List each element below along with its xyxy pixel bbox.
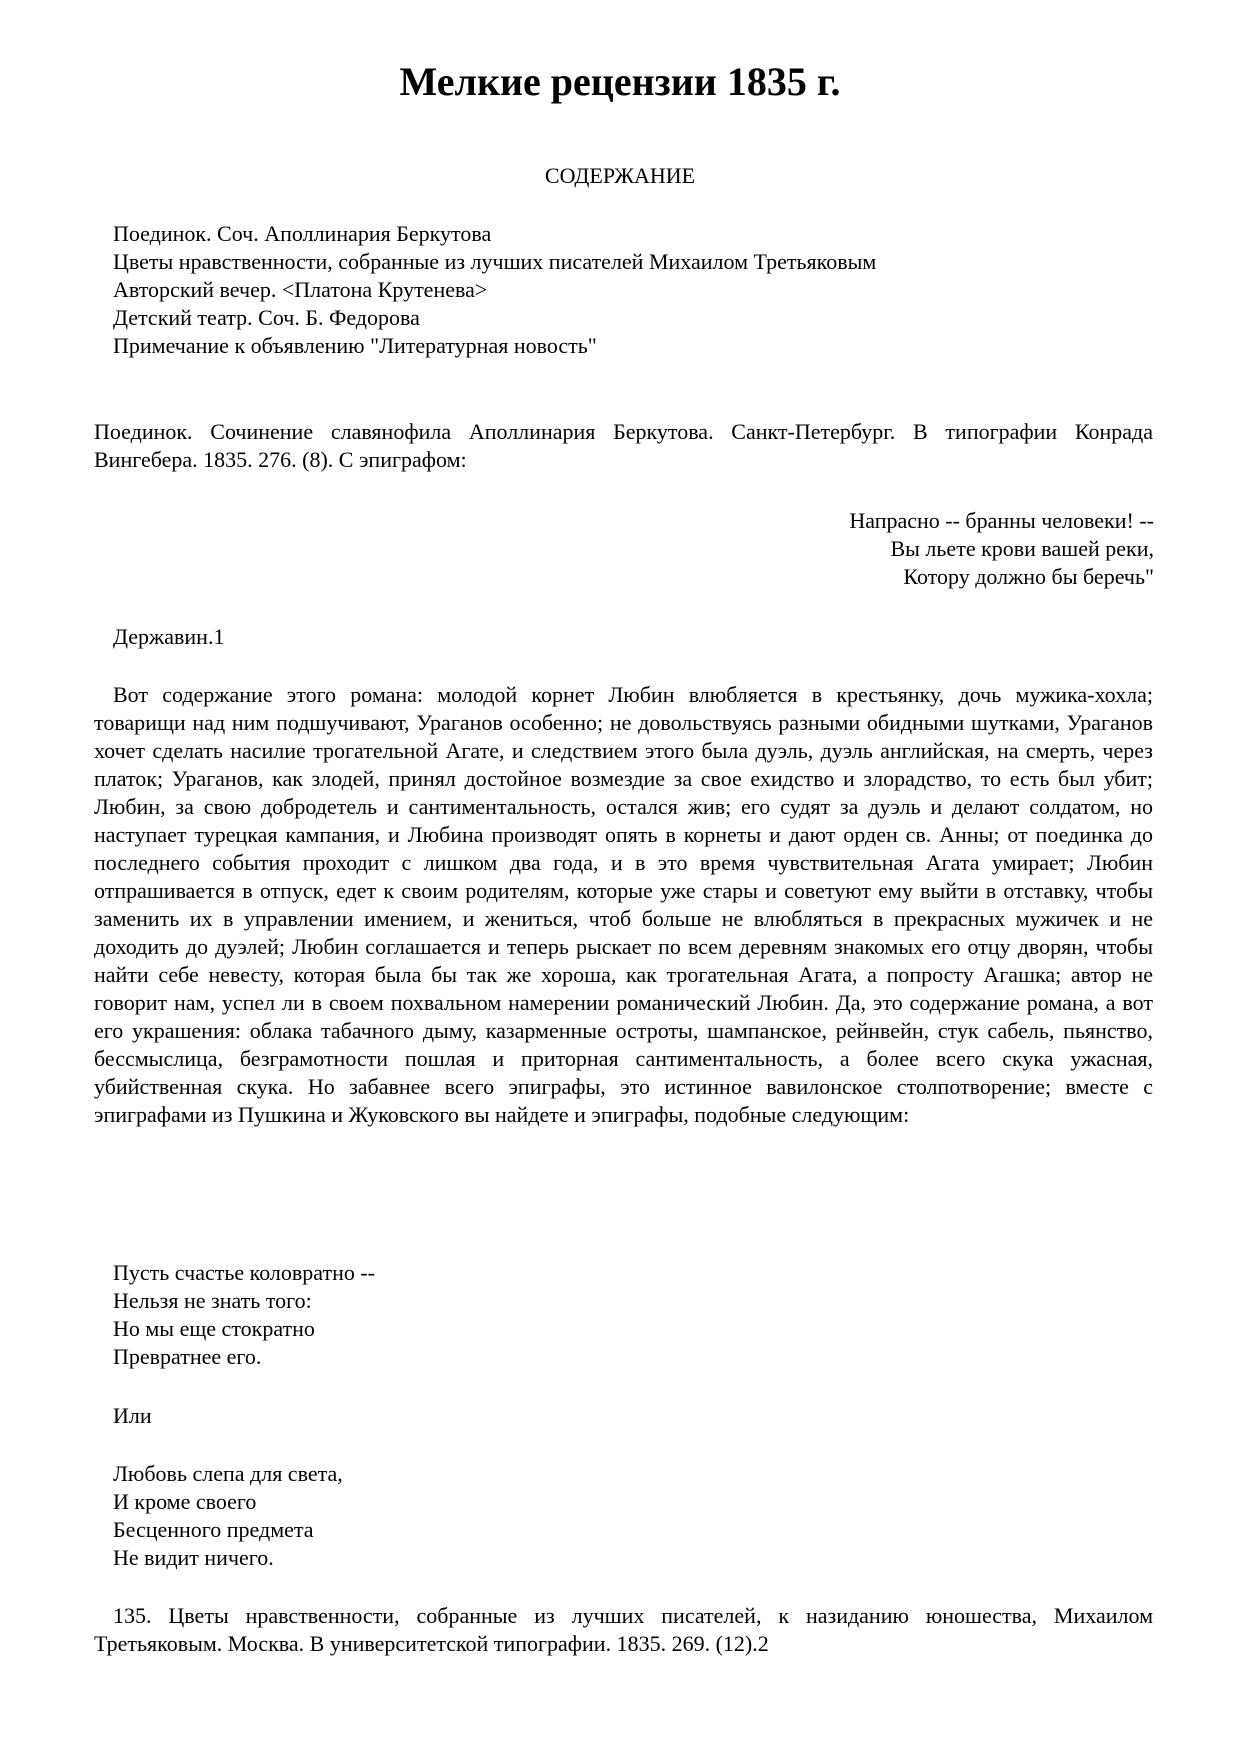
epigraph-line: Напрасно -- бранны человеки! -- xyxy=(849,508,1154,533)
verse-line: Превратнее его. xyxy=(113,1344,262,1369)
verse-line: Пусть счастье коловратно -- xyxy=(113,1260,376,1285)
toc-item[interactable]: Авторский вечер. <Платона Крутенева> xyxy=(113,277,488,302)
page-title: Мелкие рецензии 1835 г. xyxy=(399,59,841,104)
contents-heading: СОДЕРЖАНИЕ xyxy=(544,163,696,188)
epigraph-line: Вы льете крови вашей реки, xyxy=(890,536,1154,561)
verse-line: Не видит ничего. xyxy=(113,1545,274,1570)
toc-item[interactable]: Цветы нравственности, собранные из лучших писателей Михаилом Третьяковым xyxy=(113,249,877,274)
verse-separator: Или xyxy=(113,1403,152,1428)
verse-line: Бесценного предмета xyxy=(113,1517,314,1542)
toc-item[interactable]: Поединок. Соч. Аполлинария Беркутова xyxy=(113,221,492,246)
verse-line: Любовь слепа для света, xyxy=(113,1461,343,1486)
epigraph-author: Державин.1 xyxy=(113,624,225,649)
verse-quote-1 xyxy=(113,1259,375,1371)
table-of-contents xyxy=(113,220,876,360)
toc-item[interactable]: Детский театр. Соч. Б. Федорова xyxy=(113,305,420,330)
verse-line: И кроме своего xyxy=(113,1489,257,1514)
review-1-header: Поединок. Сочинение славянофила Аполлинария Беркутова. Санкт-Петербург. В типографии Конрада Вингебера. 1835. 276. (8). С эпиграфом: xyxy=(94,419,1153,472)
epigraph-line: Котору должно бы беречь" xyxy=(903,564,1154,589)
review-2-header: 135. Цветы нравственности, собранные из лучших писателей, к назиданию юношества, Михаилом Третьяковым. Москва. В университетской типографии. 1835. 269. (12).2 xyxy=(94,1603,1153,1656)
toc-item[interactable]: Примечание к объявлению "Литературная новость" xyxy=(113,333,597,358)
epigraph xyxy=(849,507,1154,591)
verse-line: Нельзя не знать того: xyxy=(113,1288,312,1313)
review-1-body: Вот содержание этого романа: молодой корнет Любин влюбляется в крестьянку, дочь мужика-хохла; товарищи над ним подшучивают, Ураганов особенно; не довольствуясь разными обидными шутками, Ураганов хочет сделать насилие трогательной Агате, и следствием этого была дуэль, дуэль английская, на смерть, через платок; Ураганов, как злодей, принял достойное возмездие за свое ехидство и злорадство, то есть был убит; Любин, за свою добродетель и сантиментальность, остался жив; его судят за дуэль и делают солдатом, но наступает турецкая кампания, и Любина производят опять в корнеты и дают орден св. Анны; от поединка до последнего события проходит с лишком два года, и в это время чувствительная Агата умирает; Любин отпрашивается в отпуск, едет к своим родителям, которые уже стары и советуют ему выйти в отставку, чтобы заменить их в управлении имением, и жениться, чтоб больше не влюбляться в прекрасных мужичек и не доходить до дуэлей; Любин соглашается и теперь рыскает по всем деревням знакомых его отцу дворян, чтобы найти себе невесту, которая была бы так же хороша, как трогательная Агата, а попросту Агашка; автор не говорит нам, успел ли в своем похвальном намерении романический Любин. Да, это содержание романа, а вот его украшения: облака табачного дыму, казарменные остроты, шампанское, рейнвейн, стук сабель, пьянство, бессмыслица, безграмотности пошлая и приторная сантиментальность, а более всего скука ужасная, убийственная скука. Но забавнее всего эпиграфы, это истинное вавилонское столпотворение; вместе с эпиграфами из Пушкина и Жуковского вы найдете и эпиграфы, подобные следующим: xyxy=(94,682,1153,1127)
verse-line: Но мы еще стократно xyxy=(113,1316,315,1341)
verse-quote-2 xyxy=(113,1460,343,1572)
